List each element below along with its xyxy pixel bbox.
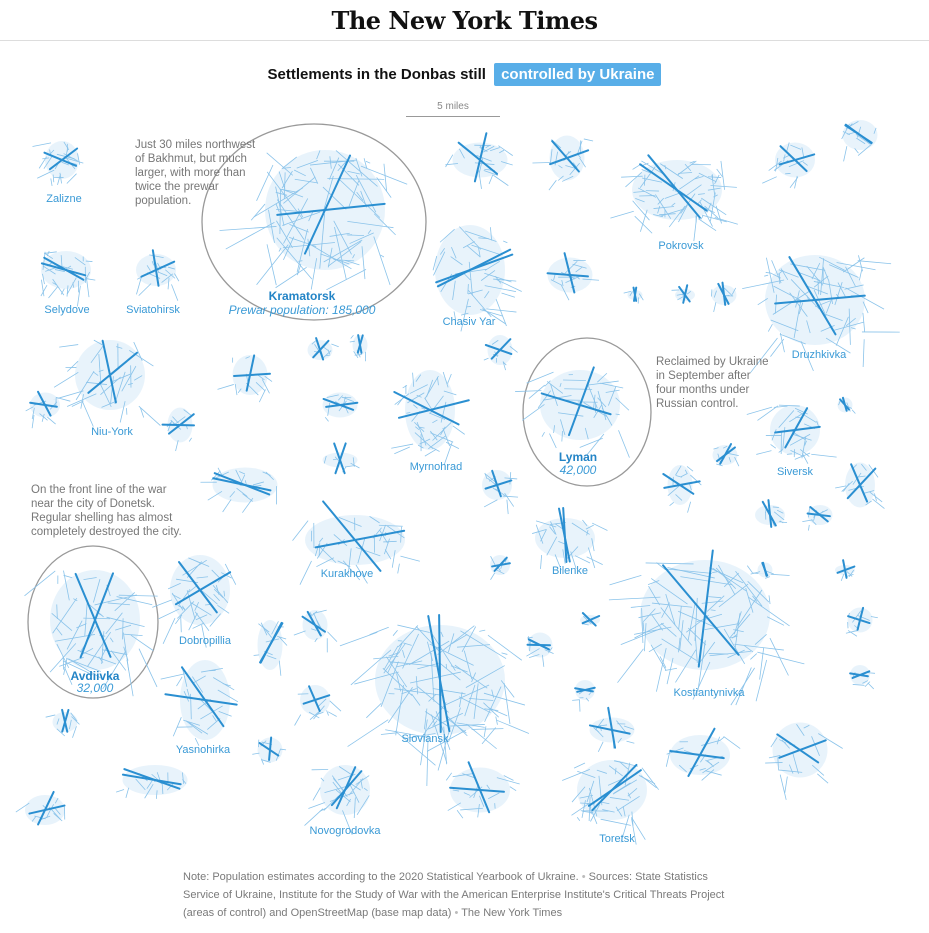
settlement-w-street xyxy=(626,741,634,743)
pokrovsk-street xyxy=(717,169,723,177)
settlement-m-street xyxy=(507,500,508,514)
myrnohrad-street xyxy=(394,447,409,454)
settlement-q-street xyxy=(779,522,787,523)
selydove-street xyxy=(86,261,93,262)
settlement-c-street xyxy=(762,177,776,184)
label-sviatohirsk: Sviatohirsk xyxy=(126,304,180,316)
population-kramatorsk: Prewar population: 185,000 xyxy=(228,303,376,317)
label-chasiv-yar: Chasiv Yar xyxy=(442,316,496,328)
sviatohirsk-street xyxy=(139,284,151,296)
settlement-ac-street xyxy=(46,715,56,717)
label-avdiivka: Avdiivka xyxy=(70,669,120,683)
avdiivka-street xyxy=(127,660,133,696)
settlement-ae-street xyxy=(330,701,341,711)
sloviansk-street xyxy=(497,720,529,733)
pokrovsk-street xyxy=(701,216,703,220)
bilenke-street xyxy=(587,557,603,565)
niu-york-street xyxy=(83,402,94,427)
settlement-o-street xyxy=(872,499,884,509)
lyman-street xyxy=(618,430,629,457)
kramatorsk-street xyxy=(326,269,366,289)
druzhkivka-street xyxy=(766,272,771,273)
label-pokrovsk: Pokrovsk xyxy=(658,240,704,252)
sviatohirsk-street xyxy=(174,273,178,281)
myrnohrad-street xyxy=(446,442,459,448)
settlement-x-street xyxy=(720,737,725,741)
pokrovsk-street xyxy=(635,216,652,233)
druzhkivka-street xyxy=(863,339,864,367)
label-zalizne: Zalizne xyxy=(46,193,82,205)
settlement-ae-street xyxy=(295,715,301,726)
novogrodovka-street xyxy=(313,788,320,801)
settlement-g-street xyxy=(259,389,265,402)
myrnohrad-street xyxy=(425,449,436,456)
pokrovsk-street xyxy=(610,211,633,218)
settlement-d-street xyxy=(844,146,847,161)
niu-york-street xyxy=(54,372,78,387)
sloviansk-street xyxy=(393,630,398,635)
selydove-street xyxy=(48,286,57,298)
settlement-y-street xyxy=(817,774,828,783)
settlement-o-street xyxy=(835,486,846,488)
avdiivka-street xyxy=(25,571,56,596)
toretsk-street xyxy=(577,817,580,820)
sloviansk-street xyxy=(479,630,485,631)
settlement-ah-street xyxy=(579,700,580,712)
label-druzhkivka: Druzhkivka xyxy=(791,349,847,361)
settlement-aa-street xyxy=(116,790,124,793)
sloviansk-street xyxy=(504,683,510,724)
pokrovsk-street xyxy=(702,215,727,222)
settlement-t-street xyxy=(279,661,281,676)
sloviansk-street xyxy=(466,724,496,749)
kostiantynivka-street xyxy=(610,575,642,584)
settlement-g-street xyxy=(218,384,234,389)
sloviansk-street xyxy=(348,720,389,747)
pokrovsk-street xyxy=(698,219,716,231)
settlement-a-street xyxy=(493,175,508,185)
settlement-m-street xyxy=(484,500,497,507)
label-yasnohirka: Yasnohirka xyxy=(175,744,231,756)
settlement-c-street xyxy=(790,177,798,188)
sloviansk-street xyxy=(381,733,398,735)
sloviansk-street xyxy=(340,632,377,646)
druzhkivka-street xyxy=(859,269,861,280)
settlement-aa-street xyxy=(126,788,129,798)
settlement-af-street xyxy=(491,573,495,580)
settlement-h-street xyxy=(325,417,328,421)
annotation-kramatorsk: Just 30 miles northwest of Bakhmut, but much larger, with more than twice the prewar population. xyxy=(135,139,256,207)
annotation-avdiivka: On the front line of the war near the city of Donetsk. Regular shelling has almost completely destroyed the city. xyxy=(31,484,182,538)
sviatohirsk-street xyxy=(171,284,177,300)
settlement-v-street xyxy=(868,673,875,674)
myrnohrad-street xyxy=(391,444,413,448)
yasnohirka-street xyxy=(176,677,182,686)
niu-york-street xyxy=(139,406,161,425)
sloviansk-street xyxy=(502,653,508,655)
dobropillia-street xyxy=(159,609,179,619)
label-siversk: Siversk xyxy=(776,466,814,478)
settlement-i-street xyxy=(189,438,191,442)
yasnohirka-street xyxy=(161,673,187,679)
dobropillia-street xyxy=(163,618,175,644)
kramatorsk-street xyxy=(257,245,289,285)
settlement-n-street xyxy=(688,502,691,513)
chasiv-yar-street xyxy=(486,309,516,312)
label-dobropillia: Dobropillia xyxy=(179,635,231,647)
kostiantynivka-street xyxy=(770,638,789,675)
sloviansk-street xyxy=(472,729,504,730)
settlement-c-street xyxy=(795,176,798,188)
settlement-t-street xyxy=(254,655,260,656)
kramatorsk-street xyxy=(276,267,307,287)
zalizne-street xyxy=(51,178,52,185)
druzhkivka-street xyxy=(858,255,862,271)
label-toretsk: Toretsk xyxy=(599,833,635,845)
settlement-m-street xyxy=(505,493,514,506)
toretsk-street xyxy=(574,763,585,768)
lyman-street xyxy=(542,432,545,436)
settlement-w-street xyxy=(598,742,603,752)
druzhkivka-street xyxy=(768,324,772,331)
myrnohrad-street xyxy=(448,374,452,384)
settlement-y-street xyxy=(785,777,788,793)
nyt-logo: The New York Times xyxy=(331,5,598,35)
kostiantynivka-street xyxy=(747,566,752,573)
settlement-r-street xyxy=(808,525,809,531)
novogrodovka-street xyxy=(320,808,327,812)
kramatorsk-street xyxy=(384,164,387,192)
kostiantynivka-street xyxy=(750,654,756,660)
kostiantynivka-street xyxy=(667,658,673,684)
settlement-an-street xyxy=(852,410,855,414)
yasnohirka-street xyxy=(173,717,181,736)
settlement-ao-street xyxy=(841,574,844,581)
population-lyman: 42,000 xyxy=(559,463,597,477)
settlement-b-street xyxy=(549,180,556,190)
settlement-z-street xyxy=(510,787,516,791)
chasiv-yar-street xyxy=(496,299,506,326)
settlement-f-street xyxy=(714,302,716,312)
settlement-s-street xyxy=(327,632,337,642)
kramatorsk-street xyxy=(267,244,276,285)
settlement-n-street xyxy=(670,502,674,505)
settlement-j-street xyxy=(47,417,55,424)
settlement-p-street xyxy=(735,457,739,466)
settlement-x-street xyxy=(666,750,670,767)
settlement-ae-street xyxy=(327,710,329,715)
headline-text: Settlements in the Donbas still xyxy=(267,66,486,83)
settlement-b-street xyxy=(584,139,593,141)
kostiantynivka-street xyxy=(767,617,784,626)
pokrovsk-street xyxy=(715,217,738,224)
settlement-v-street xyxy=(868,683,874,689)
label-kramatorsk: Kramatorsk xyxy=(268,289,336,303)
kostiantynivka-street xyxy=(617,649,643,683)
label-selydove: Selydove xyxy=(44,304,90,316)
kostiantynivka-street xyxy=(757,652,804,664)
sviatohirsk-street xyxy=(136,277,141,294)
kostiantynivka-street xyxy=(769,595,770,604)
label-kostiantynivka: Kostiantynivka xyxy=(673,687,745,699)
siversk-street xyxy=(811,454,836,457)
settlement-z-street xyxy=(446,773,451,781)
sources-text: Sources: State Statistics Service of Ukraine, Institute for the Study of War with the American Enterprise Institute's Critical Threats Project (areas of control) and OpenStreetMap (base map data) xyxy=(183,871,725,919)
chasiv-yar-street xyxy=(503,241,507,243)
settlement-ae-street xyxy=(328,712,336,717)
kurakhove-street xyxy=(300,561,312,585)
zalizne-street xyxy=(32,143,50,147)
chasiv-yar-street xyxy=(468,284,469,294)
druzhkivka-street xyxy=(770,339,783,357)
lyman-street xyxy=(549,434,556,448)
footer-note: Note: Population estimates according to the 2020 Statistical Yearbook of Ukraine. • Sources: State Statistics Service of Ukraine, Institute for the Study of War with the American Enterprise Institute's Critical Threats Project (areas of control) and OpenStreetMap (base map data) • The New York Times xyxy=(183,871,725,919)
label-sloviansk: Sloviansk xyxy=(401,733,449,745)
settlement-z-street xyxy=(457,810,463,818)
druzhkivka-street xyxy=(764,275,768,276)
settlement-ah-street xyxy=(572,700,580,701)
settlement-k-street xyxy=(223,499,231,512)
label-lyman: Lyman xyxy=(558,450,598,464)
bilenke-street xyxy=(575,556,590,563)
novogrodovka-street xyxy=(308,803,324,809)
siversk-street xyxy=(756,451,771,455)
label-niu-york: Niu-York xyxy=(91,426,133,438)
myrnohrad-street xyxy=(403,385,407,388)
label-kurakhove: Kurakhove xyxy=(320,568,374,580)
myrnohrad-street xyxy=(453,426,465,434)
sloviansk-street xyxy=(370,627,389,634)
pokrovsk-street xyxy=(640,210,647,232)
annotation-lyman: Reclaimed by Ukraine in September after four months under Russian control. xyxy=(656,356,769,410)
druzhkivka-street xyxy=(858,261,891,264)
population-avdiivka: 32,000 xyxy=(76,681,114,695)
settlement-s-street xyxy=(294,631,306,635)
sloviansk-street xyxy=(484,726,486,737)
dobropillia-street xyxy=(181,616,182,632)
settlement-ai-street xyxy=(484,358,489,360)
headline-highlight: controlled by Ukraine xyxy=(494,63,661,86)
pokrovsk-street xyxy=(716,206,722,224)
kramatorsk-street xyxy=(374,237,390,286)
settlement-z-street xyxy=(448,803,461,811)
label-novogrodovka: Novogrodovka xyxy=(309,825,381,837)
kurakhove-street xyxy=(400,556,419,561)
bilenke-street xyxy=(541,555,542,569)
settlement-a-street xyxy=(446,155,453,167)
bilenke-street xyxy=(592,523,607,530)
kramatorsk-street xyxy=(366,161,370,163)
settlement-ak-street xyxy=(351,335,354,338)
credit-text: The New York Times xyxy=(461,907,563,919)
scale-label: 5 miles xyxy=(437,101,469,112)
avdiivka-street xyxy=(139,649,157,687)
label-bilenke: Bilenke xyxy=(551,565,589,577)
kurakhove-street xyxy=(398,564,400,574)
label-myrnohrad: Myrnohrad xyxy=(409,461,463,473)
sloviansk-street xyxy=(366,703,381,718)
note-text: Note: Population estimates according to the 2020 Statistical Yearbook of Ukraine. xyxy=(183,871,579,883)
chasiv-yar-street xyxy=(502,293,515,297)
niu-york-street xyxy=(59,345,78,348)
selydove-street xyxy=(86,277,89,297)
lyman-street xyxy=(563,380,586,381)
siversk-street xyxy=(787,454,792,455)
settlement-aj-street xyxy=(331,344,338,347)
